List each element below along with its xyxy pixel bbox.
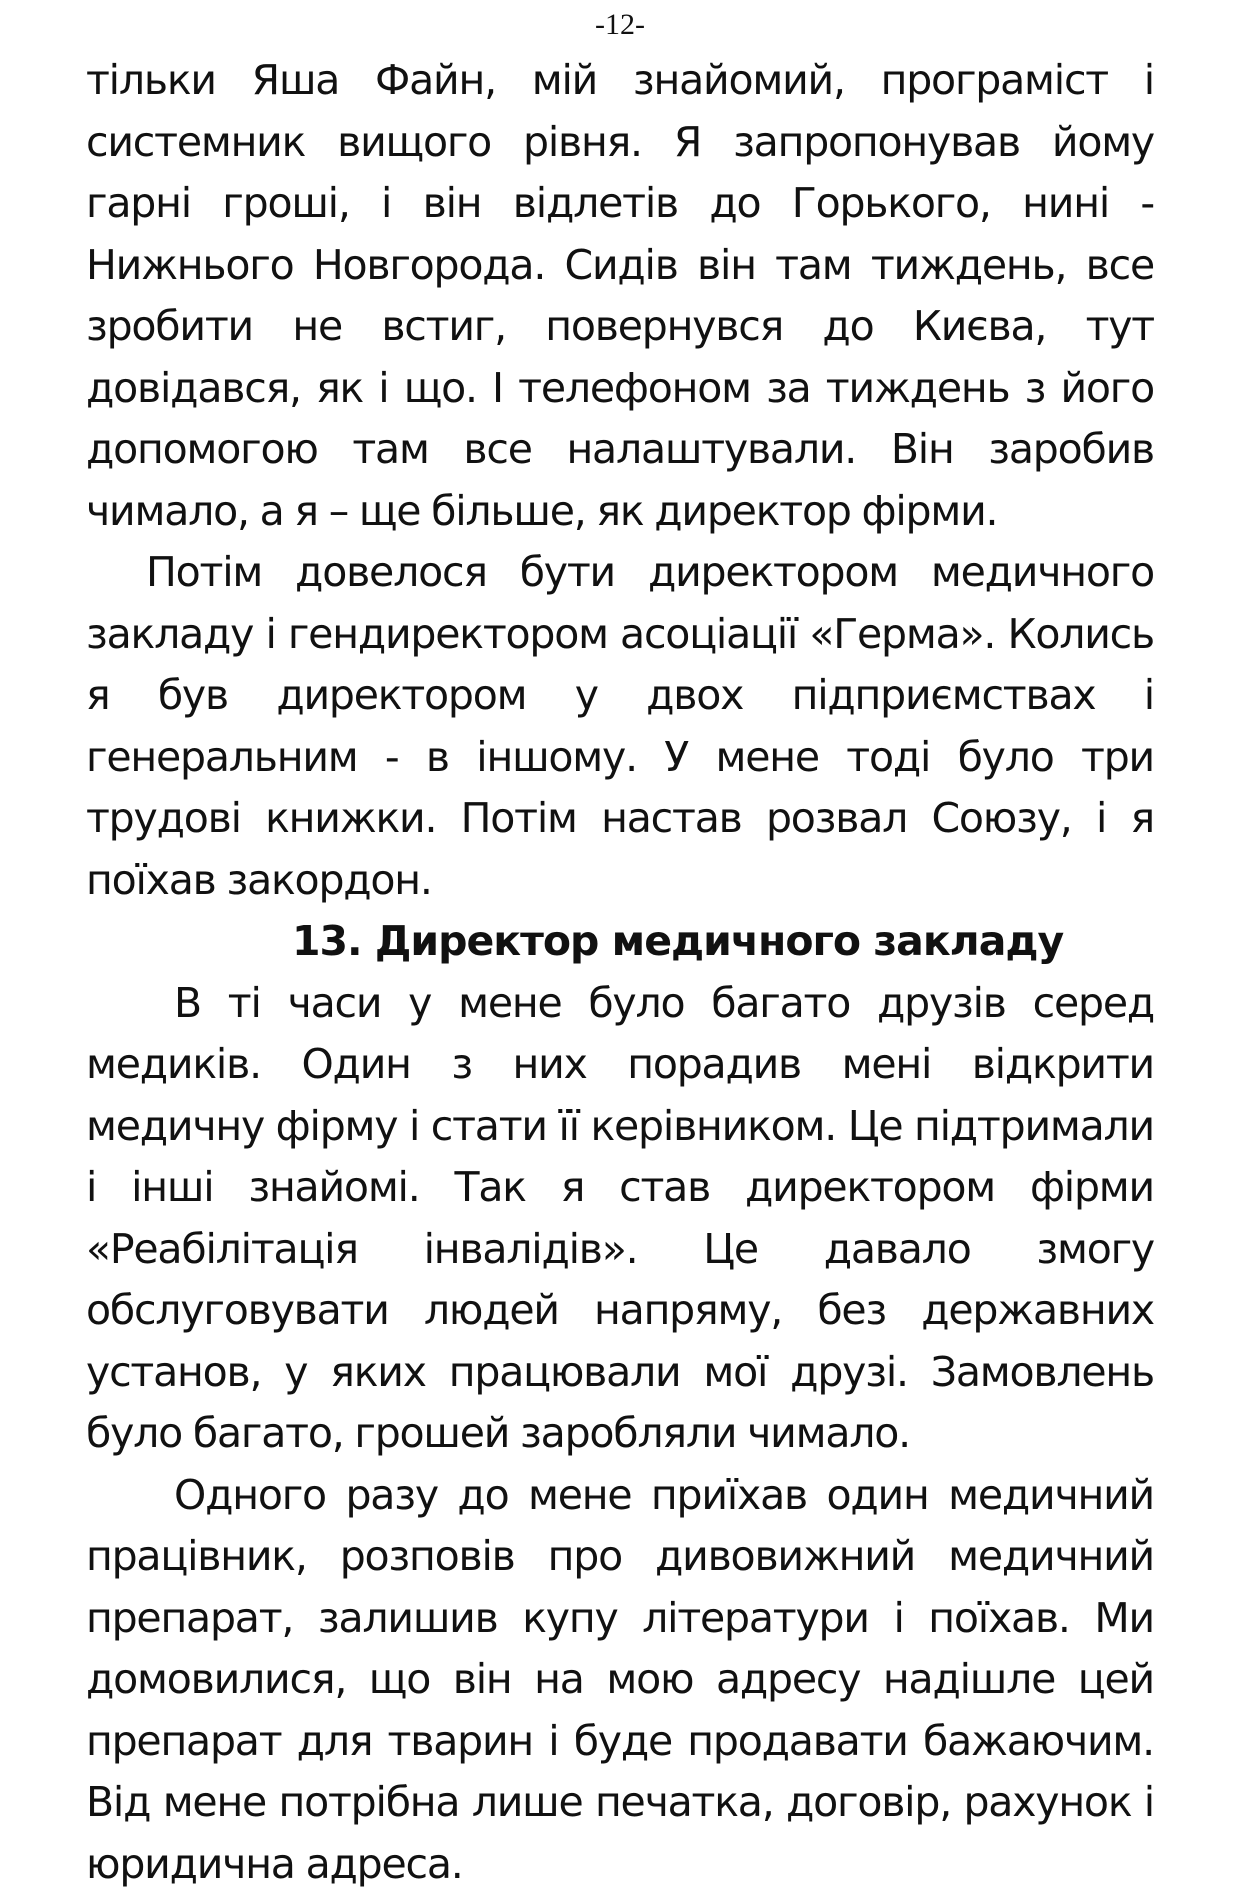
page-number: -12- bbox=[86, 0, 1154, 50]
paragraph-director-career: Потім довелося бути директором медичного закладу і гендиректором асоціації «Герма». Колись я був директором у двох підприємствах і генеральним - в іншому. У мене тоді було три трудові книжки. Потім настав розвал Союзу, і я поїхав закордон. bbox=[86, 542, 1154, 911]
paragraph-continuation: тільки Яша Файн, мій знайомий, програміст і системник вищого рівня. Я запропонував йому гарні гроші, і він відлетів до Горького, нині - Нижнього Новгорода. Сидів він там тиждень, все зробити не встиг, повернувся до Києва, тут довідався, як і що. І телефоном за тиждень з його допомогою там все налаштували. Він заробив чимало, а я – ще більше, як директор фірми. bbox=[86, 50, 1154, 542]
section-heading: 13. Директор медичного закладу bbox=[86, 911, 1154, 973]
paragraph-medical-firm: В ті часи у мене було багато друзів серед медиків. Один з них порадив мені відкрити медичну фірму і стати її керівником. Це підтримали і інші знайомі. Так я став директором фірми «Реабілітація інвалідів». Це давало змогу обслуговувати людей напряму, без державних установ, у яких працювали мої друзі. Замовлень було багато, грошей заробляли чимало. bbox=[86, 973, 1154, 1465]
paragraph-medical-preparation: Одного разу до мене приїхав один медичний працівник, розповів про дивовижний медичний препарат, залишив купу літератури і поїхав. Ми домовилися, що він на мою адресу надішле цей препарат для тварин і буде продавати бажаючим. Від мене потрібна лише печатка, договір, рахунок і юридична адреса. bbox=[86, 1465, 1154, 1895]
